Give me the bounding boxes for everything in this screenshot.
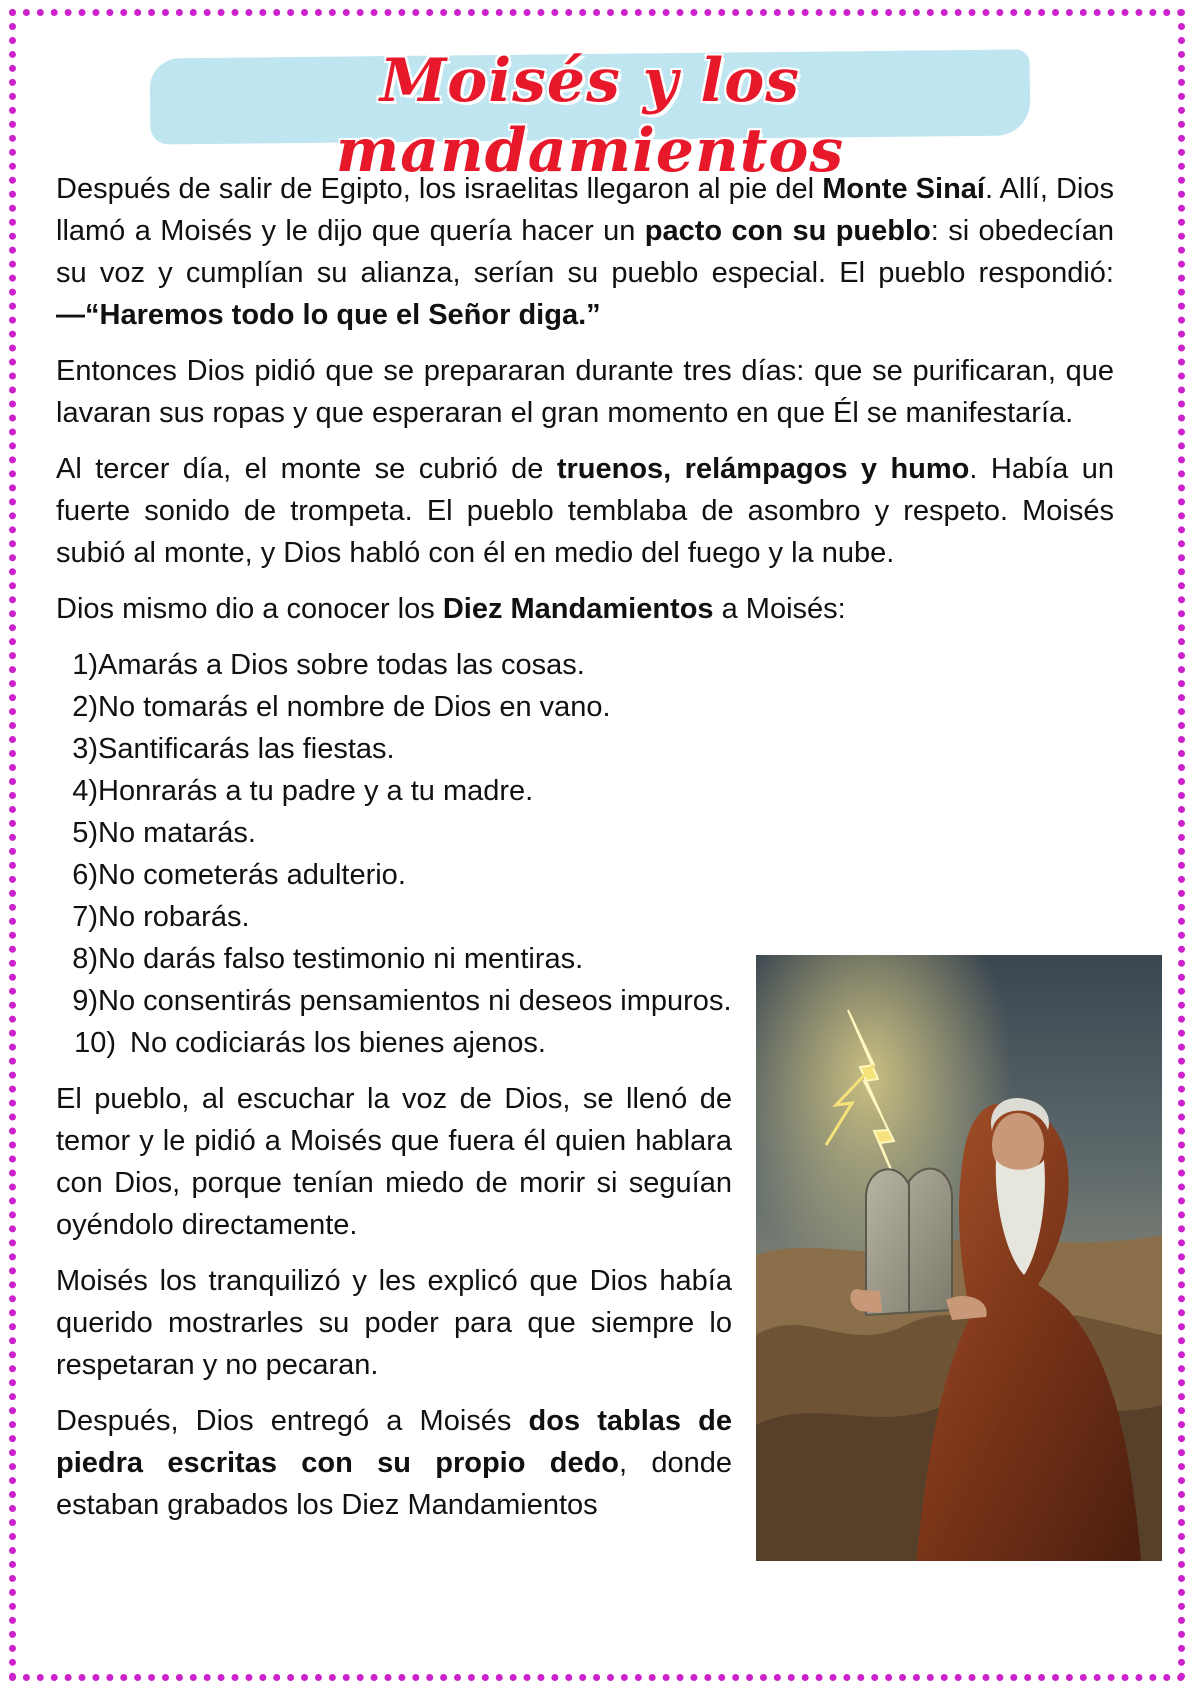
paragraph-7 bbox=[56, 1400, 732, 1526]
list-item bbox=[56, 770, 1114, 812]
list-item-text: No tomarás el nombre de Dios en vano. bbox=[98, 691, 611, 723]
paragraph-7-text-a: Después, Dios entregó a Moisés bbox=[56, 1405, 529, 1437]
paragraph-1-bold-b: pacto con su pueblo bbox=[644, 215, 931, 247]
list-item-number: 8) bbox=[72, 943, 98, 975]
list-item-number: 9) bbox=[72, 985, 98, 1017]
list-item-text: No codiciarás los bienes ajenos. bbox=[130, 1027, 546, 1059]
list-item-text: No consentirás pensamientos ni deseos impuros. bbox=[98, 985, 732, 1017]
list-item bbox=[56, 728, 1114, 770]
paragraph-1-quote: —“Haremos todo lo que el Señor diga.” bbox=[56, 299, 601, 331]
paragraph-3-text-b: . Había un fuerte sonido de trompeta. El pueblo temblaba de asombro y respeto. Moisés subió al monte, y Dios habló con él en medio del fuego y la nube. bbox=[56, 453, 1114, 569]
list-item-number: 3) bbox=[72, 733, 98, 765]
paragraph-1-text-c: : si obedecían su voz y cumplían su alianza, serían su pueblo especial. El pueblo respondió: bbox=[56, 215, 1114, 289]
list-item bbox=[56, 896, 1114, 938]
paragraph-3 bbox=[56, 448, 1114, 574]
list-item-text: Honrarás a tu padre y a tu madre. bbox=[98, 775, 534, 807]
list-item bbox=[56, 644, 1114, 686]
paragraph-1-text-a: Después de salir de Egipto, los israelitas llegaron al pie del bbox=[56, 173, 823, 205]
title-banner bbox=[150, 40, 1030, 186]
page-title: Moisés y los mandamientos bbox=[335, 46, 845, 186]
moses-illustration bbox=[756, 955, 1162, 1561]
paragraph-3-bold: truenos, relámpagos y humo bbox=[556, 453, 970, 485]
paragraph-1-text-b: . Allí, Dios llamó a Moisés y le dijo que quería hacer un bbox=[56, 173, 1114, 247]
list-item bbox=[56, 686, 1114, 728]
paragraph-4-bold: Diez Mandamientos bbox=[442, 593, 714, 625]
list-item-text: No cometerás adulterio. bbox=[98, 859, 406, 891]
list-item-text: No darás falso testimonio ni mentiras. bbox=[98, 943, 584, 975]
paragraph-4-text-b: a Moisés: bbox=[713, 593, 846, 625]
list-item bbox=[56, 812, 1114, 854]
list-item-text: Santificarás las fiestas. bbox=[98, 733, 395, 765]
paragraph-6: Moisés los tranquilizó y les explicó que Dios había querido mostrarles su poder para que siempre lo respetaran y no pecaran. bbox=[56, 1265, 732, 1381]
paragraph-7-bold: dos tablas de piedra escritas con su propio dedo bbox=[56, 1405, 733, 1479]
list-item-number: 10) bbox=[74, 1027, 116, 1059]
list-item-text: Amarás a Dios sobre todas las cosas. bbox=[98, 649, 585, 681]
paragraph-4 bbox=[56, 588, 1114, 630]
paragraph-1-bold-a: Monte Sinaí bbox=[822, 173, 985, 205]
list-item-number: 2) bbox=[72, 691, 98, 723]
list-item-number: 5) bbox=[72, 817, 98, 849]
paragraph-2: Entonces Dios pidió que se prepararan durante tres días: que se purificaran, que lavaran sus ropas y que esperaran el gran momento en que Él se manifestaría. bbox=[56, 355, 1114, 429]
paragraph-3-text-a: Al tercer día, el monte se cubrió de bbox=[56, 453, 557, 485]
paragraph-1 bbox=[56, 168, 1114, 336]
list-item-number: 1) bbox=[72, 649, 98, 681]
list-item-number: 7) bbox=[72, 901, 98, 933]
list-item-number: 4) bbox=[72, 775, 98, 807]
paragraph-7-text-b: , donde estaban grabados los Diez Mandamientos bbox=[56, 1447, 732, 1521]
list-item bbox=[56, 854, 1114, 896]
list-item-number: 6) bbox=[72, 859, 98, 891]
paragraph-5: El pueblo, al escuchar la voz de Dios, se llenó de temor y le pidió a Moisés que fuera él quien hablara con Dios, porque tenían miedo de morir si seguían oyéndolo directamente. bbox=[56, 1083, 732, 1241]
list-item-text: No matarás. bbox=[98, 817, 256, 849]
paragraph-4-text-a: Dios mismo dio a conocer los bbox=[56, 593, 443, 625]
list-item-text: No robarás. bbox=[98, 901, 250, 933]
